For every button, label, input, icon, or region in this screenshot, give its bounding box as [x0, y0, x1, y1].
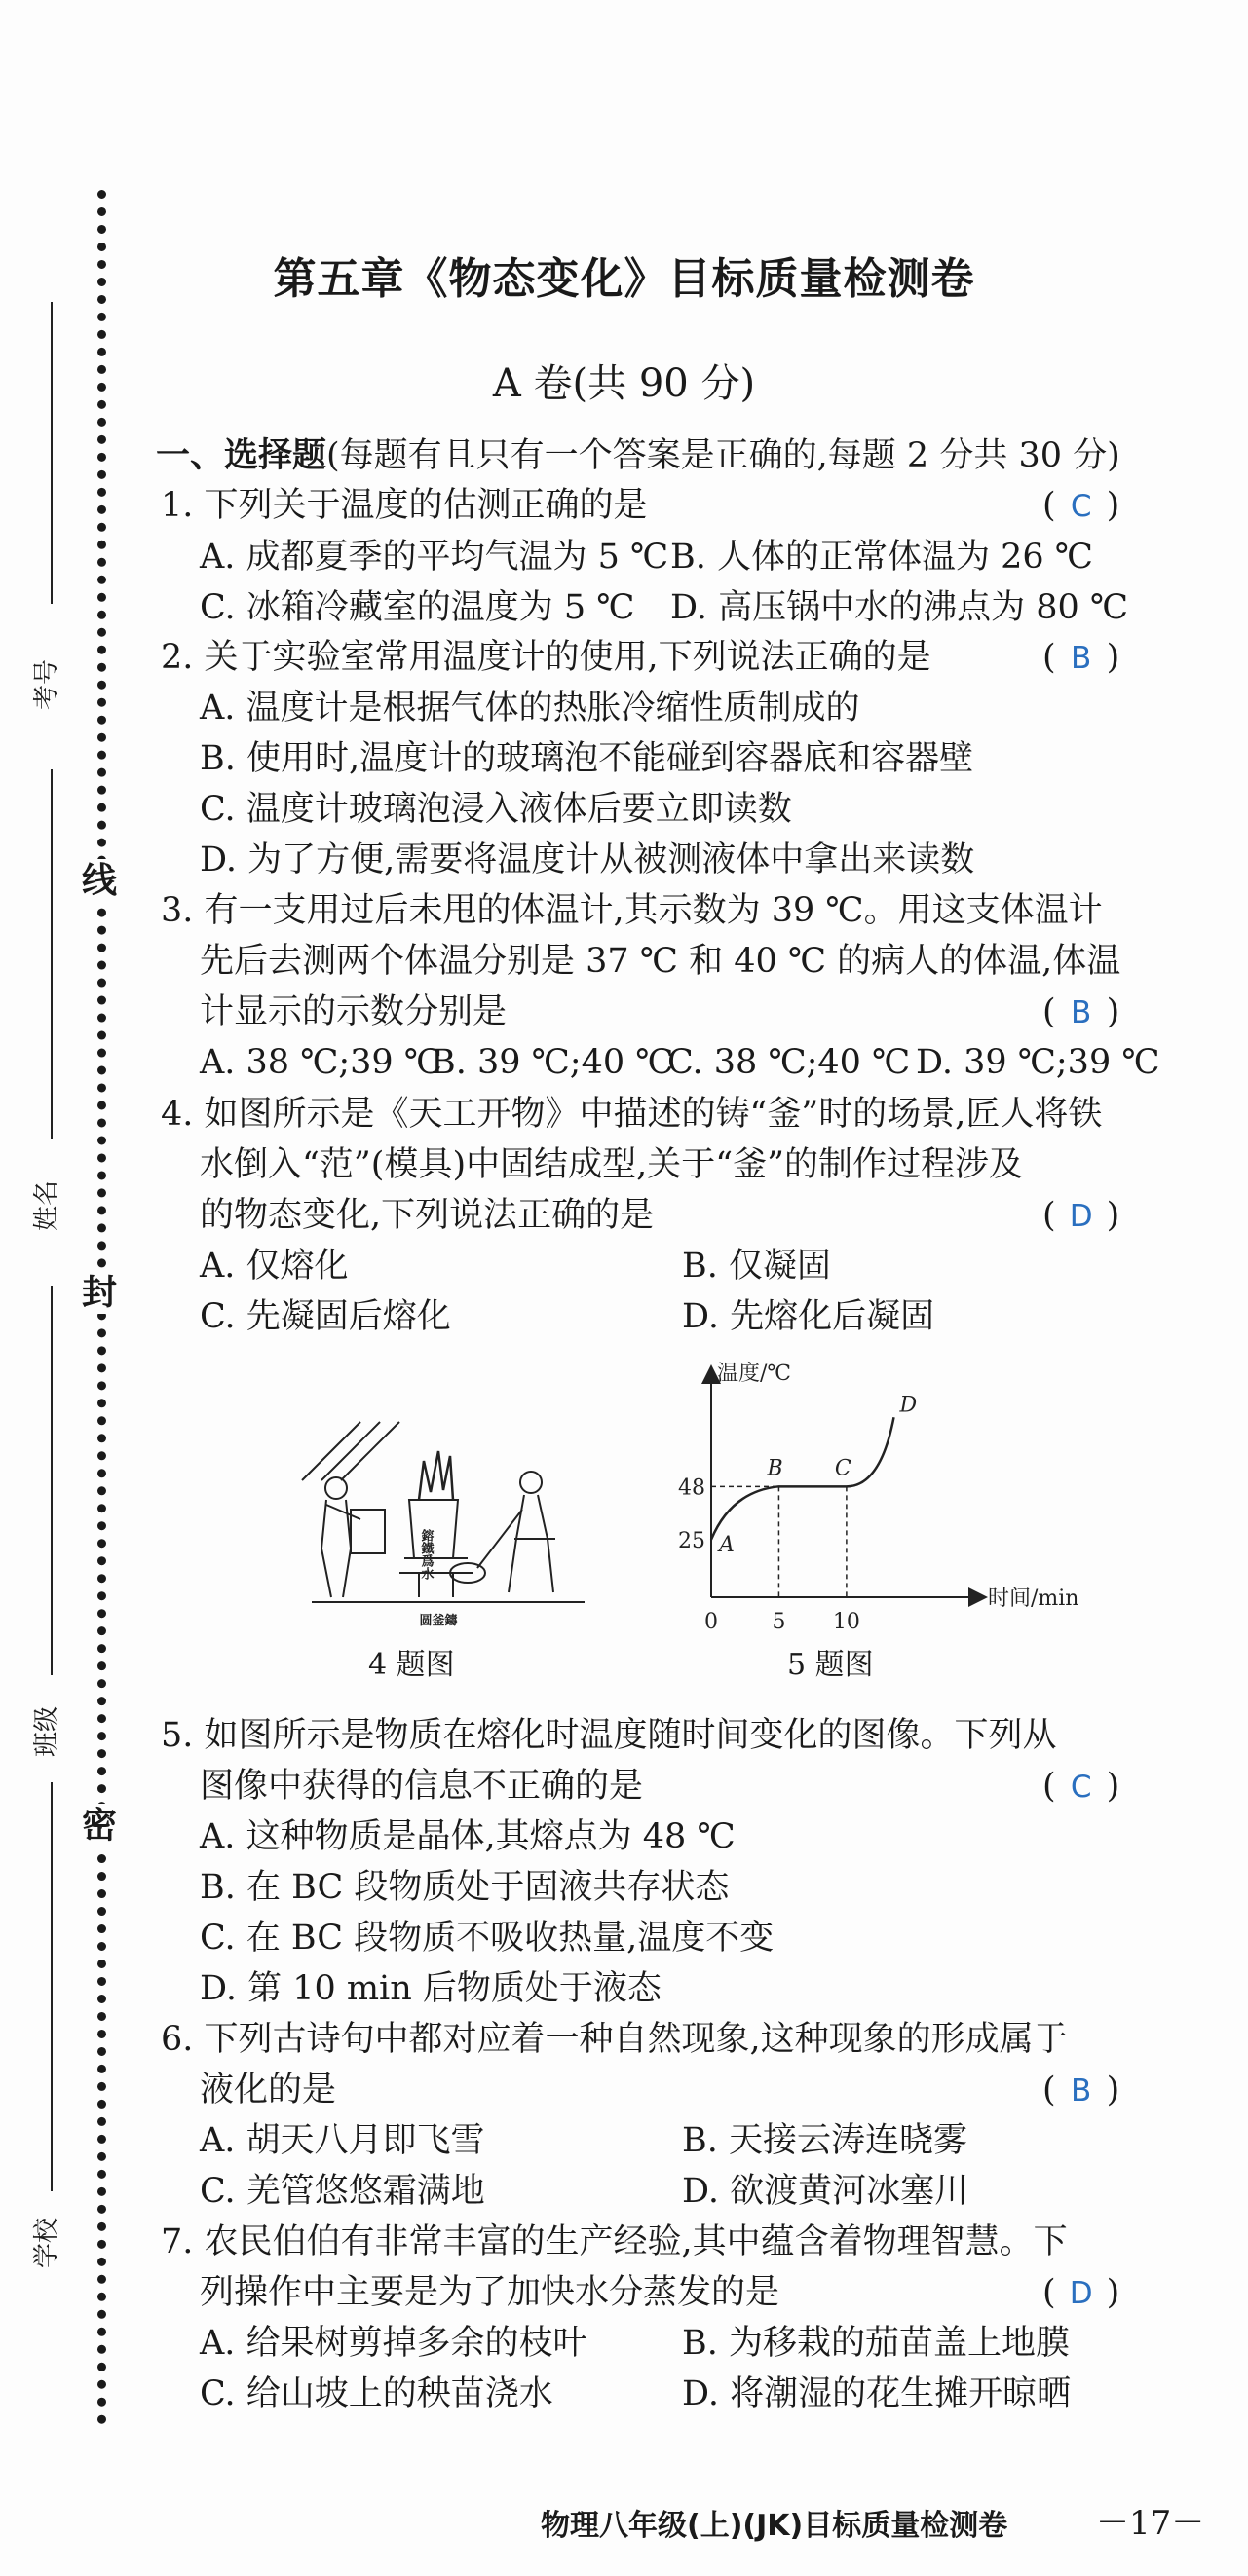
chart-origin-label: 0	[704, 1610, 718, 1634]
chart-y-tick-25: 25	[678, 1528, 705, 1553]
chart-point-label-d: D	[899, 1393, 918, 1418]
school-label: 学校	[32, 2217, 62, 2269]
question-5-option-a: A. 这种物质是晶体,其熔点为 48 ℃	[200, 1817, 736, 1856]
question-2-option-d: D. 为了方便,需要将温度计从被测液体中拿出来读数	[200, 840, 975, 879]
question-7-option-a: A. 给果树剪掉多余的枝叶	[200, 2324, 587, 2363]
question-3-answer: B	[1071, 995, 1092, 1030]
question-6-option-b: B. 天接云涛连晓雾	[682, 2121, 967, 2160]
chart-x-axis-label: 时间/min	[988, 1587, 1079, 1611]
question-3-option-b: B. 39 ℃;40 ℃	[431, 1043, 674, 1082]
question-4-answer-box: ( D )	[1042, 1196, 1120, 1235]
question-1-option-b: B. 人体的正常体温为 26 ℃	[670, 538, 1093, 577]
school-line	[51, 1782, 53, 2191]
figure-4-plaque-text: 圆釜鑄	[419, 1614, 458, 1628]
chart-series-line	[711, 1417, 894, 1540]
seal-word-xian: 线	[82, 860, 118, 901]
question-7-option-c: C. 给山坡上的秧苗浇水	[200, 2374, 553, 2413]
question-1-line-1: 1. 下列关于温度的估测正确的是	[161, 486, 648, 525]
figure-4-illustration	[292, 1402, 604, 1636]
question-7-answer-box: ( D )	[1042, 2273, 1120, 2312]
figure-5-caption: 5 题图	[787, 1648, 874, 1682]
question-3-line-2: 先后去测两个体温分别是 37 ℃ 和 40 ℃ 的病人的体温,体温	[200, 942, 1121, 981]
question-5-option-b: B. 在 BC 段物质处于固液共存状态	[200, 1868, 730, 1907]
figure-5-chart	[643, 1354, 1079, 1646]
question-3-answer-box: ( B )	[1042, 992, 1120, 1031]
question-1-option-c: C. 冰箱冷藏室的温度为 5 ℃	[200, 588, 635, 627]
page-number: －17－	[1096, 2504, 1205, 2543]
seal-word-feng: 封	[82, 1272, 118, 1313]
footer-title: 物理八年级(上)(JK)目标质量检测卷	[541, 2509, 1008, 2543]
question-7-answer: D	[1069, 2276, 1093, 2311]
question-7-line-1: 7. 农民伯伯有非常丰富的生产经验,其中蕴含着物理智慧。下	[161, 2222, 1068, 2261]
question-6-line-1: 6. 下列古诗句中都对应着一种自然现象,这种现象的形成属于	[161, 2020, 1068, 2059]
page-title: 第五章《物态变化》目标质量检测卷	[273, 254, 975, 304]
chart-point-label-c: C	[834, 1456, 851, 1481]
chart-y-tick-48: 48	[678, 1475, 705, 1501]
exam-number-label: 考号	[32, 658, 62, 711]
question-2-option-c: C. 温度计玻璃泡浸入液体后要立即读数	[200, 790, 792, 829]
question-4-option-b: B. 仅凝固	[682, 1247, 831, 1286]
section-note: (每题有且只有一个答案是正确的,每题 2 分共 30 分)	[326, 436, 1120, 475]
question-1-option-d: D. 高压锅中水的沸点为 80 ℃	[670, 588, 1129, 627]
seal-word-mi: 密	[82, 1805, 118, 1846]
question-6-option-c: C. 羌管悠悠霜满地	[200, 2172, 485, 2211]
chart-y-axis-label: 温度/℃	[717, 1362, 792, 1386]
question-2-line-1: 2. 关于实验室常用温度计的使用,下列说法正确的是	[161, 638, 931, 677]
question-4-line-3: 的物态变化,下列说法正确的是	[200, 1196, 655, 1235]
question-7-option-b: B. 为移栽的茄苗盖上地膜	[682, 2324, 1070, 2363]
figure-4-vessel-text: 鎔鐵爲水	[418, 1529, 434, 1580]
chart-x-tick-5: 5	[772, 1610, 786, 1634]
question-1-answer-box: ( C )	[1042, 486, 1120, 525]
chart-x-tick-10: 10	[832, 1610, 860, 1634]
class-label: 班级	[32, 1705, 62, 1758]
question-4-option-c: C. 先凝固后熔化	[200, 1297, 451, 1336]
question-4-line-1: 4. 如图所示是《天工开物》中描述的铸“釜”时的场景,匠人将铁	[161, 1095, 1103, 1134]
question-5-line-1: 5. 如图所示是物质在熔化时温度随时间变化的图像。下列从	[161, 1716, 1057, 1755]
chart-point-label-b: B	[767, 1456, 783, 1481]
figure-4-caption: 4 题图	[368, 1648, 455, 1682]
question-1-answer: C	[1070, 489, 1092, 524]
question-2-option-a: A. 温度计是根据气体的热胀冷缩性质制成的	[200, 689, 860, 728]
question-7-line-2: 列操作中主要是为了加快水分蒸发的是	[200, 2273, 780, 2312]
question-3-line-3: 计显示的示数分别是	[200, 992, 508, 1031]
question-4-answer: D	[1069, 1199, 1093, 1234]
question-1-option-a: A. 成都夏季的平均气温为 5 ℃	[200, 538, 669, 577]
question-6-option-a: A. 胡天八月即飞雪	[200, 2121, 485, 2160]
question-6-option-d: D. 欲渡黄河冰塞川	[682, 2172, 969, 2211]
question-5-line-2: 图像中获得的信息不正确的是	[200, 1767, 644, 1806]
question-6-line-2: 液化的是	[200, 2071, 337, 2109]
name-line	[51, 769, 53, 1139]
question-5-answer: C	[1070, 1770, 1092, 1805]
question-4-option-a: A. 仅熔化	[200, 1247, 349, 1286]
question-6-answer-box: ( B )	[1042, 2071, 1120, 2109]
question-7-option-d: D. 将潮湿的花生摊开晾晒	[682, 2374, 1072, 2413]
question-3-line-1: 3. 有一支用过后未甩的体温计,其示数为 39 ℃。用这支体温计	[161, 891, 1103, 930]
question-4-option-d: D. 先熔化后凝固	[682, 1297, 935, 1336]
page-subtitle: A 卷(共 90 分)	[492, 361, 756, 406]
question-5-option-c: C. 在 BC 段物质不吸收热量,温度不变	[200, 1919, 775, 1958]
question-3-option-a: A. 38 ℃;39 ℃	[200, 1043, 442, 1082]
question-6-answer: B	[1071, 2073, 1092, 2109]
chart-point-label-a: A	[719, 1532, 735, 1557]
question-3-option-c: C. 38 ℃;40 ℃	[667, 1043, 911, 1082]
exam-number-line	[51, 302, 53, 604]
question-5-option-d: D. 第 10 min 后物质处于液态	[200, 1969, 662, 2008]
question-2-answer: B	[1071, 641, 1092, 676]
question-2-answer-box: ( B )	[1042, 638, 1120, 677]
question-5-answer-box: ( C )	[1042, 1767, 1120, 1806]
section-heading	[156, 435, 1120, 475]
class-line	[51, 1286, 53, 1675]
question-3-option-d: D. 39 ℃;39 ℃	[916, 1043, 1160, 1082]
question-2-option-b: B. 使用时,温度计的玻璃泡不能碰到容器底和容器壁	[200, 739, 974, 778]
section-title: 一、选择题	[156, 435, 327, 475]
name-label: 姓名	[32, 1179, 62, 1232]
question-4-line-2: 水倒入“范”(模具)中固结成型,关于“釜”的制作过程涉及	[200, 1145, 1024, 1184]
